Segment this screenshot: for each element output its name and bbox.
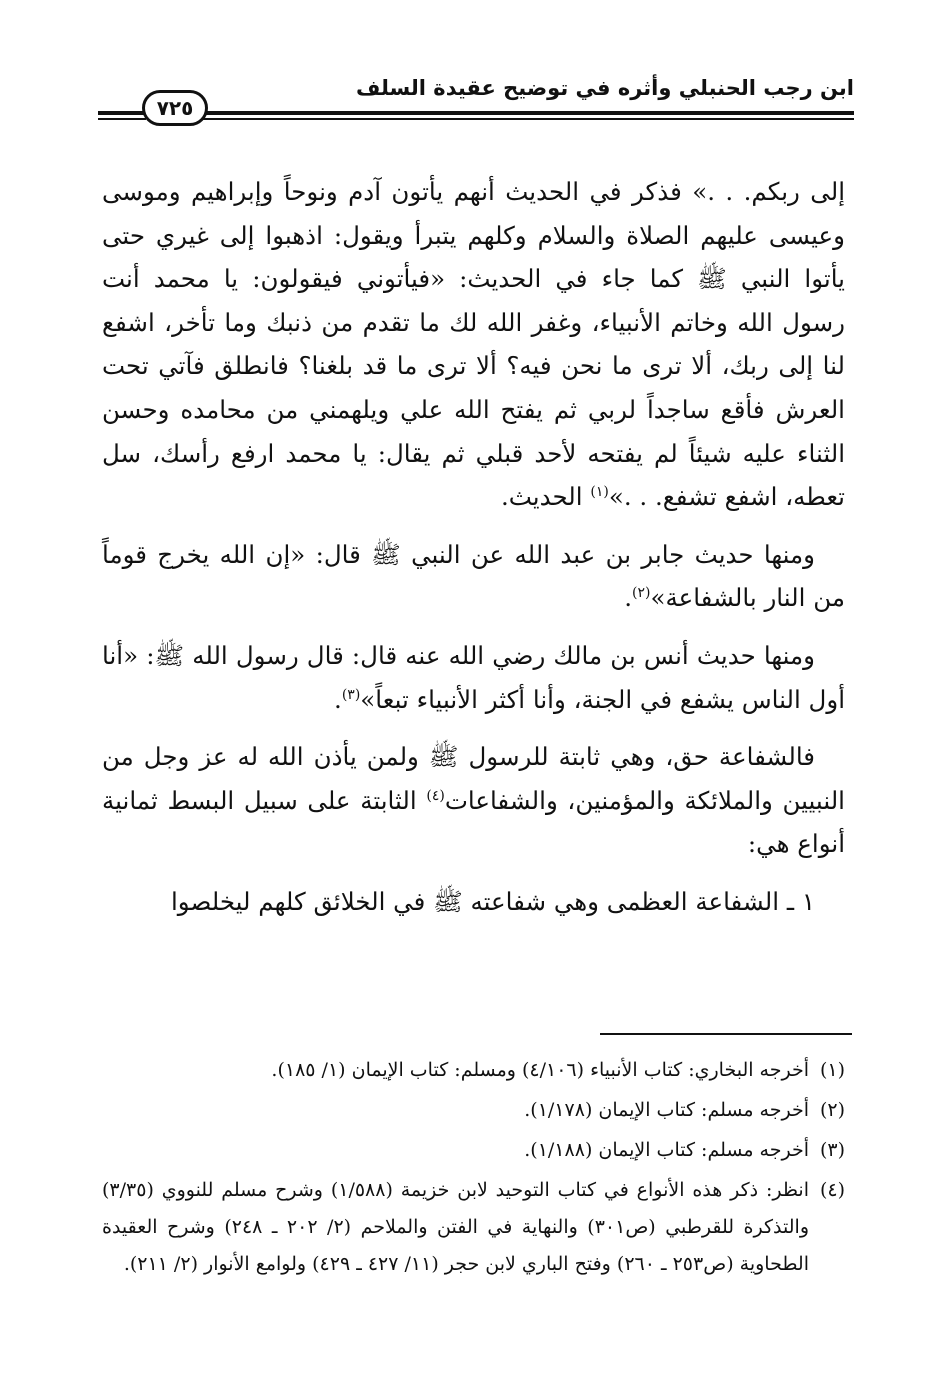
header-rule-left [98, 111, 146, 115]
footnote-ref-3: (٣) [341, 686, 361, 703]
footnote-number: (٣) [819, 1139, 845, 1161]
header-rule-thick [188, 111, 854, 115]
footnote [102, 1092, 845, 1129]
footnote-text: أخرجه مسلم: كتاب الإيمان (١/١٧٨). [524, 1099, 809, 1121]
footnote [102, 1132, 845, 1169]
paragraph-4-text-b: الثابتة على سبيل البسط ثمانية أنواع هي: [102, 785, 845, 859]
footnote [102, 1052, 845, 1089]
main-text [102, 170, 845, 924]
footnote-ref-1: (١) [590, 484, 609, 500]
footnote-number: (٢) [819, 1099, 845, 1121]
paragraph-4-text-a: فالشفاعة حق، وهي ثابتة للرسول ﷺ ولمن يأذن الله له عز وجل من النبيين والملائكة والمؤمنين، والشفاعات [102, 742, 845, 815]
footnote-text: أخرجه مسلم: كتاب الإيمان (١/١٨٨). [524, 1139, 809, 1161]
page-number: ٧٢٥ [142, 90, 208, 126]
paragraph-2 [102, 533, 845, 620]
footnote [102, 1172, 845, 1283]
paragraph-2-text: ومنها حديث جابر بن عبد الله عن النبي ﷺ قال: «إن الله يخرج قوماً من النار بالشفاعة» [102, 539, 845, 613]
paragraph-3-tail: . [334, 684, 342, 714]
footnote-separator [600, 1033, 852, 1035]
footnote-text: أخرجه البخاري: كتاب الأنبياء (٤/١٠٦) ومسلم: كتاب الإيمان (١/ ١٨٥). [271, 1059, 809, 1081]
footnote-ref-4: (٤) [426, 787, 445, 804]
running-header [98, 66, 854, 132]
header-rule-left-thin [98, 118, 146, 120]
paragraph-1 [102, 170, 845, 519]
paragraph-4 [102, 735, 845, 866]
paragraph-1-tail: الحديث. [500, 482, 591, 512]
footnote-number: (٤) [819, 1179, 845, 1201]
running-title: ابن رجب الحنبلي وأثره في توضيح عقيدة السلف [355, 76, 854, 100]
paragraph-5-text: ١ ـ الشفاعة العظمى وهي شفاعته ﷺ في الخلائق كلهم ليخلصوا [171, 886, 815, 916]
paragraph-3 [102, 634, 845, 721]
header-rule-thin [188, 118, 854, 120]
footnote-ref-2: (٢) [632, 585, 651, 602]
footnote-text: انظر: ذكر هذه الأنواع في كتاب التوحيد لابن خزيمة (١/٥٨٨) وشرح مسلم للنووي (٣/٣٥) والتذكرة للقرطبي (ص٣٠١) والنهاية في الفتن والملاحم (٢/ ٢٠٢ ـ ٢٤٨) وشرح العقيدة الطحاوية (ص٢٥٣ ـ ٢٦٠) وفتح الباري لابن حجر (١١/ ٤٢٧ ـ ٤٢٩) ولوامع الأنوار (٢/ ٢١١). [102, 1179, 809, 1275]
paragraph-5 [102, 880, 845, 924]
paragraph-1-text: إلى ربكم. . .» فذكر في الحديث أنهم يأتون آدم ونوحاً وإبراهيم وموسى وعيسى عليهم الصلاة والسلام وكلهم يتبرأ ويقول: اذهبوا إلى غيري حتى يأتوا النبي ﷺ كما جاء في الحديث: «فيأتوني فيقولون: يا محمد أنت رسول الله وخاتم الأنبياء، وغفر الله لك ما تقدم من ذنبك وما تأخر، اشفع لنا إلى ربك، ألا ترى ما نحن فيه؟ ألا ترى ما قد بلغنا؟ فانطلق فآتي تحت العرش فأقع ساجداً لربي ثم يفتح الله علي ويلهمني من محامده وحسن الثناء عليه شيئاً لم يفتحه لأحد قبلي ثم يقال: يا محمد ارفع رأسك، سل تعطه، اشفع تشفع. . .» [102, 177, 845, 512]
footnotes [102, 1052, 845, 1286]
paragraph-2-tail: . [624, 583, 632, 613]
footnote-number: (١) [819, 1059, 845, 1081]
paragraph-3-text: ومنها حديث أنس بن مالك رضي الله عنه قال: قال رسول الله ﷺ: «أنا أول الناس يشفع في الجنة، وأنا أكثر الأنبياء تبعاً» [102, 640, 845, 714]
